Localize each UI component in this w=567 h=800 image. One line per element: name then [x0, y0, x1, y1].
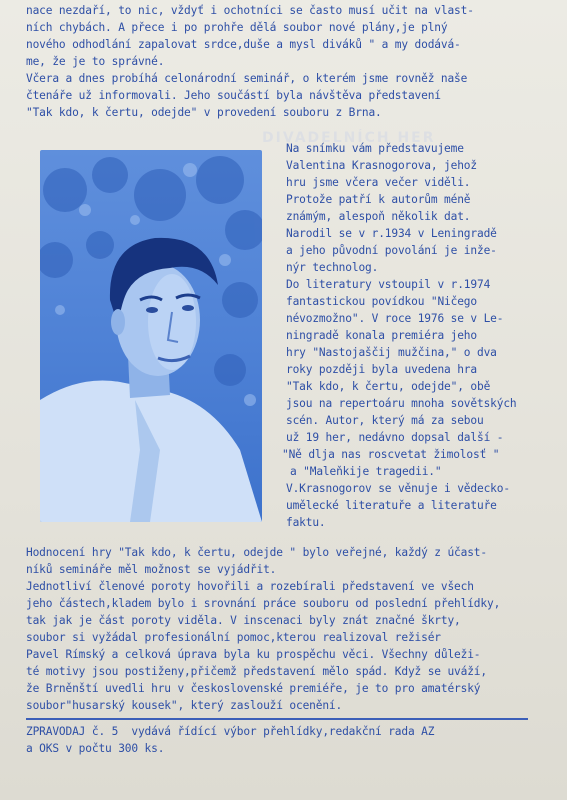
- text-line: Narodil se v r.1934 v Leningradě: [286, 227, 497, 240]
- text-line: ningradě konala premiéra jeho: [286, 329, 477, 342]
- text-line: ních chybách. A přece i po prohře dělá soubor nové plány,je plný: [26, 21, 448, 34]
- text-line: Pavel Rímský a celková úprava byla ku prospěchu věci. Všechny důleži-: [26, 648, 481, 661]
- author-portrait-photo: [40, 150, 262, 522]
- text-line: tak jak je část poroty viděla. V inscenaci byly znát značné škrty,: [26, 614, 461, 627]
- text-line: čtenáře už informovali. Jeho součástí byla návštěva představení: [26, 89, 441, 102]
- text-line: "Tak kdo, k čertu, odejde" v provedení souboru z Brna.: [26, 106, 382, 119]
- text-line: nýr technolog.: [286, 261, 379, 274]
- text-line: umělecké literatuře a literatuře: [286, 499, 497, 512]
- text-line: níků semináře měl možnost se vyjádřit.: [26, 563, 277, 576]
- text-line: nace nezdaří, to nic, vždyť i ochotníci se často musí učit na vlast-: [26, 4, 474, 17]
- text-line: Jednotliví členové poroty hovořili a rozebírali představení ve všech: [26, 580, 474, 593]
- text-line: roky později byla uvedena hra: [286, 363, 477, 376]
- text-line: soubor"husarský kousek", který zaslouží ocenění.: [26, 699, 343, 712]
- text-line: Valentina Krasnogorova, jehož: [286, 159, 477, 172]
- text-line: faktu.: [286, 516, 326, 529]
- text-line: "Tak kdo, k čertu, odejde", obě: [286, 380, 491, 393]
- text-line: Na snímku vám představujeme: [286, 142, 464, 155]
- text-line: soubor si vyžádal profesionální pomoc,kterou realizoval režisér: [26, 631, 441, 644]
- text-line: Do literatury vstoupil v r.1974: [286, 278, 491, 291]
- text-line: névozmožno". V roce 1976 se v Le-: [286, 312, 504, 325]
- text-line: už 19 her, nedávno dopsal další -: [286, 431, 504, 444]
- text-line: hry "Nastojaščij mužčina," o dva: [286, 346, 497, 359]
- text-line: scén. Autor, který má za sebou: [286, 414, 484, 427]
- text-line: "Ně dlja nas roscvetat žimolosť ": [282, 448, 500, 461]
- text-line: hru jsme včera večer viděli.: [286, 176, 471, 189]
- text-line: a OKS v počtu 300 ks.: [26, 742, 165, 755]
- text-line: Včera a dnes probíhá celonárodní seminář, o kterém jsme rovněž naše: [26, 72, 468, 85]
- text-line: jsou na repertoáru mnoha sovětských: [286, 397, 517, 410]
- text-line: nového odhodlání zapalovat srdce,duše a mysl diváků " a my dodává-: [26, 38, 461, 51]
- footer-divider: [26, 718, 528, 720]
- text-line: že Brněnští uvedli hru v československé premiéře, je to pro amatérský: [26, 682, 481, 695]
- text-line: té motivy jsou postiženy,přičemž představení mělo spád. Když se uváží,: [26, 665, 487, 678]
- text-line: ZPRAVODAJ č. 5 vydává řídící výbor přehlídky,redakční rada AZ: [26, 725, 435, 738]
- text-line: známým, alespoň několik dat.: [286, 210, 471, 223]
- text-line: a "Maleňkije tragedii.": [290, 465, 442, 478]
- text-line: fantastickou povídkou "Ničego: [286, 295, 477, 308]
- text-line: Protože patří k autorům méně: [286, 193, 471, 206]
- text-line: me, že je to správné.: [26, 55, 165, 68]
- text-line: Hodnocení hry "Tak kdo, k čertu, odejde " bylo veřejné, každý z účast-: [26, 546, 487, 559]
- bleed-through-text: DIVADELNÍCH HER: [262, 130, 436, 146]
- text-line: a jeho původní povolání je inže-: [286, 244, 497, 257]
- text-line: V.Krasnogorov se věnuje i vědecko-: [286, 482, 510, 495]
- text-line: jeho částech,kladem bylo i srovnání práce souboru od poslední přehlídky,: [26, 597, 501, 610]
